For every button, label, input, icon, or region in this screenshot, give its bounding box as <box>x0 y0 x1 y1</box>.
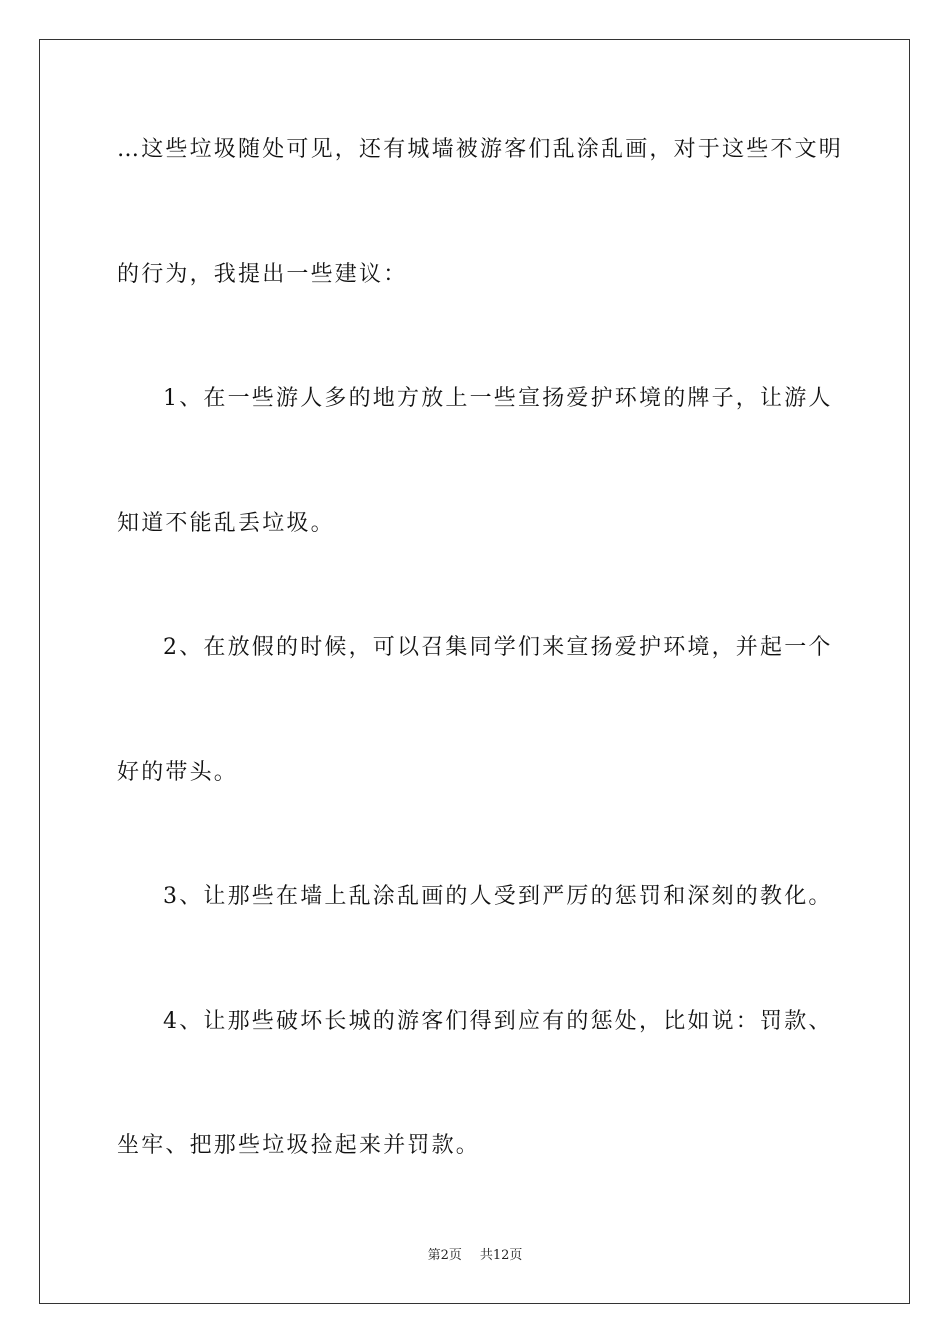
suggestion-1-line-2: 知道不能乱丢垃圾。 <box>117 511 335 536</box>
page-frame <box>39 39 910 1304</box>
suggestion-3-line-1: 3、让那些在墙上乱涂乱画的人受到严厉的惩罚和深刻的教化。 <box>163 884 833 909</box>
suggestion-4-line-1: 4、让那些破坏长城的游客们得到应有的惩处，比如说：罚款、 <box>163 1009 833 1034</box>
suggestion-2-line-1: 2、在放假的时候，可以召集同学们来宣扬爱护环境，并起一个 <box>163 635 833 660</box>
page-footer <box>0 1248 950 1264</box>
page-number: 第2页 <box>427 1248 462 1263</box>
paragraph-line-1: …这些垃圾随处可见，还有城墙被游客们乱涂乱画，对于这些不文明 <box>117 137 844 162</box>
suggestion-1-line-1: 1、在一些游人多的地方放上一些宣扬爱护环境的牌子，让游人 <box>163 386 833 411</box>
total-pages: 共12页 <box>479 1248 523 1263</box>
paragraph-line-2: 的行为，我提出一些建议： <box>117 262 408 287</box>
suggestion-4-line-2: 坐牢、把那些垃圾捡起来并罚款。 <box>117 1133 481 1158</box>
suggestion-2-line-2: 好的带头。 <box>117 760 239 785</box>
